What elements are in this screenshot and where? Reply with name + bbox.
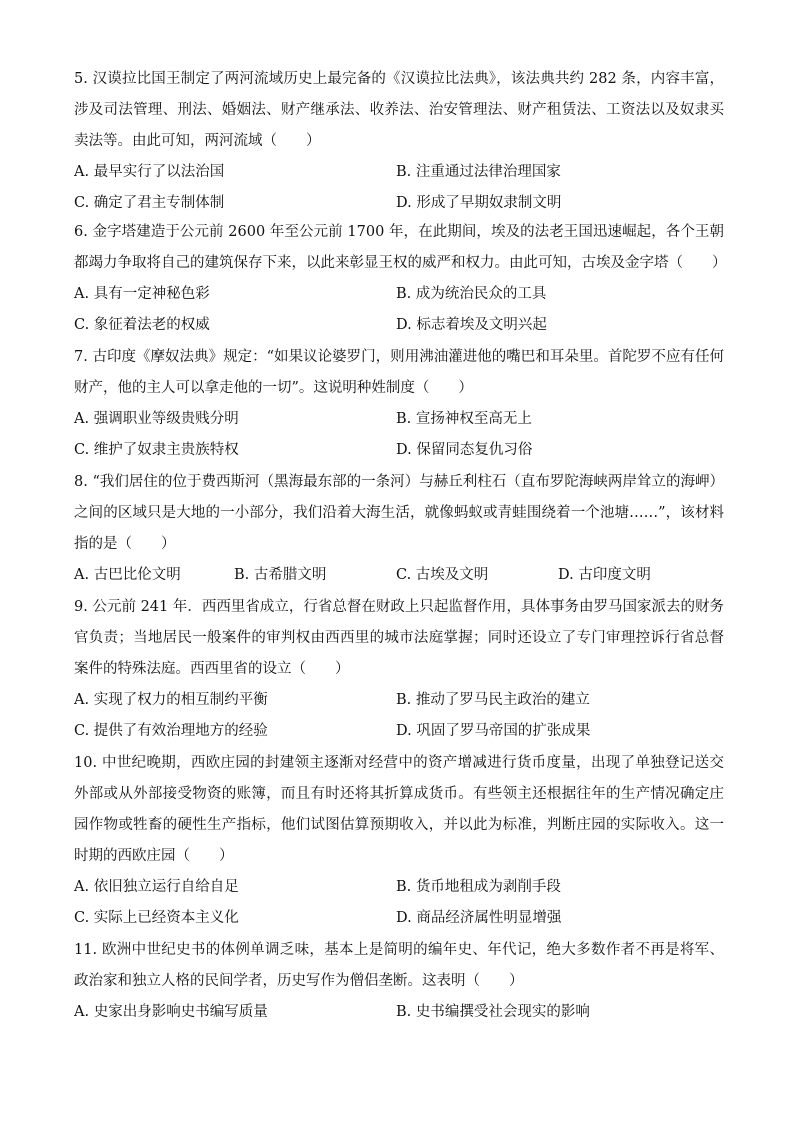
options-row: [74, 279, 724, 310]
option-a: A. 强调职业等级贵贱分明: [74, 411, 239, 427]
question-8: [74, 467, 724, 591]
question-11: [74, 935, 724, 1028]
options-row: [74, 872, 724, 903]
option-b: B. 宣扬神权至高无上: [396, 411, 532, 427]
options-row: [74, 404, 724, 435]
options-row: [74, 310, 724, 341]
question-stem: 7. 古印度《摩奴法典》规定：“如果议论婆罗门，则用沸油灌进他的嘴巴和耳朵里。首陀罗不应有任何财产，他的主人可以拿走他的一切”。这说明种姓制度（ ）: [74, 349, 724, 396]
option-b: B. 史书编撰受社会现实的影响: [396, 1004, 590, 1020]
option-b: B. 古希腊文明: [234, 567, 327, 583]
option-a: A. 实现了权力的相互制约平衡: [74, 692, 268, 708]
question-stem: 11. 欧洲中世纪史书的体例单调乏味，基本上是简明的编年史、年代记，绝大多数作者不再是将军、政治家和独立人格的民间学者，历史写作为僧侣垄断。这表明（ ）: [74, 942, 724, 989]
option-a: A. 具有一定神秘色彩: [74, 286, 210, 302]
option-a: A. 依旧独立运行自给自足: [74, 879, 239, 895]
option-d: D. 古印度文明: [558, 567, 651, 583]
question-10: [74, 748, 724, 934]
option-a: A. 古巴比伦文明: [74, 567, 181, 583]
question-stem: 5. 汉谟拉比国王制定了两河流域历史上最完备的《汉谟拉比法典》，该法典共约 282 条，内容丰富，涉及司法管理、刑法、婚姻法、财产继承法、收养法、治安管理法、财产租赁法、工资法以及奴隶买卖法等。由此可知，两河流域（ ）: [74, 71, 724, 149]
option-b: B. 成为统治民众的工具: [396, 286, 547, 302]
option-d: D. 巩固了罗马帝国的扩张成果: [396, 723, 591, 739]
option-b: B. 货币地租成为剥削手段: [396, 879, 561, 895]
question-5: [74, 64, 724, 219]
option-d: D. 商品经济属性明显增强: [396, 910, 562, 926]
question-stem: 10. 中世纪晚期，西欧庄园的封建领主逐渐对经营中的资产增减进行货币度量，出现了单独登记送交外部或从外部接受物资的账簿，而且有时还将其折算成货币。有些领主还根据往年的生产情况确定庄园作物或牲畜的硬性生产指标，他们试图估算预期收入，并以此为标准，判断庄园的实际收入。这一时期的西欧庄园（ ）: [74, 755, 724, 864]
options-row: [74, 997, 724, 1028]
question-stem: 9. 公元前 241 年．西西里省成立，行省总督在财政上只起监督作用，具体事务由罗马国家派去的财务官负责；当地居民一般案件的审判权由西西里的城市法庭掌握；同时还设立了专门审理控诉行省总督案件的特殊法庭。西西里省的设立（ ）: [74, 599, 724, 677]
option-c: C. 古埃及文明: [396, 567, 489, 583]
options-row: [74, 188, 724, 219]
options-row: [74, 903, 724, 934]
option-c: C. 确定了君主专制体制: [74, 195, 225, 211]
option-c: C. 提供了有效治理地方的经验: [74, 723, 268, 739]
options-row: [74, 716, 724, 747]
question-6: [74, 217, 727, 341]
option-c: C. 实际上已经资本主义化: [74, 910, 239, 926]
option-b: B. 推动了罗马民主政治的建立: [396, 692, 590, 708]
question-7: [74, 342, 724, 466]
option-a: A. 史家出身影响史书编写质量: [74, 1004, 268, 1020]
options-row: [74, 157, 724, 188]
option-c: C. 象征着法老的权威: [74, 317, 210, 333]
question-stem: 8. “我们居住的位于费西斯河（黑海最东部的一条河）与赫丘利柱石（直布罗陀海峡两岸耸立的海岬）之间的区域只是大地的一小部分，我们沿着大海生活，就像蚂蚁或青蛙围绕着一个池塘……”，该材料指的是（ ）: [74, 474, 724, 552]
option-c: C. 维护了奴隶主贵族特权: [74, 442, 239, 458]
option-b: B. 注重通过法律治理国家: [396, 164, 561, 180]
question-stem: 6. 金字塔建造于公元前 2600 年至公元前 1700 年，在此期间，埃及的法老王国迅速崛起，各个王朝都竭力争取将自己的建筑保存下来，以此来彰显王权的威严和权力。由此可知，古埃及金字塔（ ）: [74, 224, 727, 271]
option-d: D. 标志着埃及文明兴起: [396, 317, 547, 333]
option-d: D. 保留同态复仇习俗: [396, 442, 533, 458]
options-row: [74, 560, 724, 591]
options-row: [74, 685, 724, 716]
question-9: [74, 592, 724, 747]
options-row: [74, 435, 724, 466]
option-a: A. 最早实行了以法治国: [74, 164, 225, 180]
option-d: D. 形成了早期奴隶制文明: [396, 195, 562, 211]
